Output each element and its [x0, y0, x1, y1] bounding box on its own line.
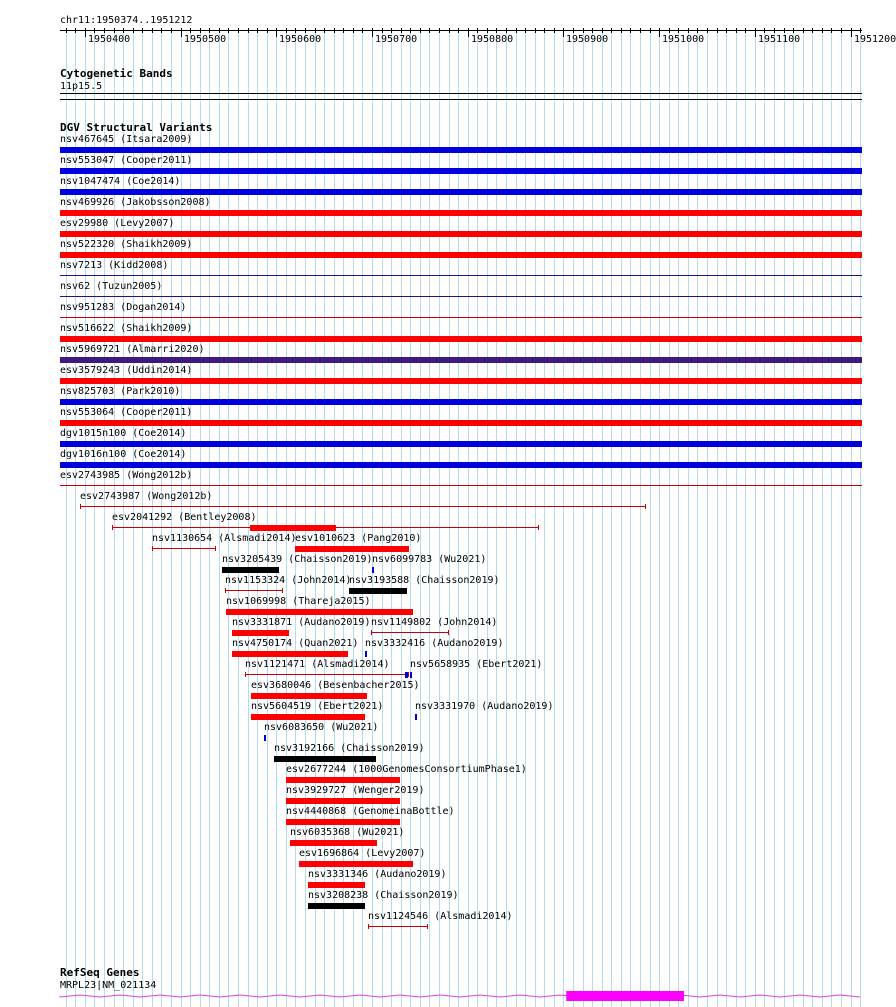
ruler-minor-tick: [774, 28, 775, 33]
grid-line: [717, 30, 718, 1007]
ruler-minor-tick: [123, 28, 124, 33]
ruler-tick-label: 1951100: [758, 34, 801, 45]
ruler-tick-label: 1950500: [184, 34, 227, 45]
sv-label[interactable]: esv2041292 (Bentley2008): [112, 512, 257, 523]
grid-line: [429, 30, 430, 1007]
ruler-minor-tick: [142, 28, 143, 33]
ruler-minor-tick: [621, 28, 622, 33]
grid-line: [745, 30, 746, 1007]
grid-line: [659, 30, 660, 1007]
grid-line: [525, 30, 526, 1007]
sv-label[interactable]: nsv3331871 (Audano2019): [232, 617, 371, 628]
ruler-major-tick: [851, 28, 852, 37]
sv-label[interactable]: nsv3208238 (Chaisson2019): [308, 890, 459, 901]
ruler-minor-tick: [114, 28, 115, 33]
sv-label[interactable]: nsv469926 (Jakobsson2008): [60, 197, 211, 208]
sv-feature[interactable]: [60, 357, 862, 363]
grid-line: [611, 30, 612, 1007]
ruler-minor-tick: [458, 28, 459, 33]
sv-label[interactable]: esv3680046 (Besenbacher2015): [251, 680, 420, 691]
sv-endpoint: [427, 924, 428, 929]
grid-line: [822, 30, 823, 1007]
ruler-minor-tick: [669, 28, 670, 33]
sv-label[interactable]: dgv1016n100 (Coe2014): [60, 449, 187, 460]
sv-feature[interactable]: [371, 632, 448, 633]
ruler-minor-tick: [717, 28, 718, 33]
grid-line: [496, 30, 497, 1007]
sv-feature[interactable]: [415, 714, 417, 720]
ruler-minor-tick: [707, 28, 708, 33]
grid-line: [573, 30, 574, 1007]
cytoband-border-bottom: [60, 99, 862, 100]
sv-label[interactable]: nsv3332416 (Audano2019): [365, 638, 504, 649]
sv-endpoint: [371, 630, 372, 635]
sv-feature[interactable]: [60, 189, 862, 195]
ruler-minor-tick: [831, 28, 832, 33]
grid-line: [449, 30, 450, 1007]
ruler-minor-tick: [611, 28, 612, 33]
sv-endpoint: [408, 672, 409, 677]
sv-endpoint: [152, 546, 153, 551]
sv-label[interactable]: nsv5604519 (Ebert2021): [251, 701, 384, 712]
sv-feature[interactable]: [60, 378, 862, 384]
grid-line: [650, 30, 651, 1007]
grid-line: [544, 30, 545, 1007]
grid-line: [563, 30, 564, 1007]
sv-feature[interactable]: [368, 926, 427, 927]
sv-feature[interactable]: [349, 588, 407, 594]
grid-line: [286, 30, 287, 1007]
ruler-minor-tick: [228, 28, 229, 33]
ruler-minor-tick: [678, 28, 679, 33]
ruler-tick-label: 1950700: [375, 34, 418, 45]
grid-line: [439, 30, 440, 1007]
ruler-minor-tick: [429, 28, 430, 33]
ruler-minor-tick: [190, 28, 191, 33]
sv-label[interactable]: nsv1047474 (Coe2014): [60, 176, 181, 187]
ruler-minor-tick: [822, 28, 823, 33]
grid-line: [487, 30, 488, 1007]
ruler-major-tick: [563, 28, 564, 37]
sv-label[interactable]: nsv825703 (Park2010): [60, 386, 181, 397]
ruler-tick-label: 1951000: [662, 34, 705, 45]
sv-feature[interactable]: [60, 441, 862, 447]
gene-intron-line[interactable]: [60, 995, 860, 997]
ruler-major-tick: [181, 28, 182, 37]
sv-feature[interactable]: [286, 777, 400, 783]
sv-label[interactable]: nsv6099783 (Wu2021): [372, 554, 487, 565]
grid-line: [535, 30, 536, 1007]
ruler-major-tick: [276, 28, 277, 37]
sv-label[interactable]: nsv3929727 (Wenger2019): [286, 785, 425, 796]
sv-feature[interactable]: [295, 546, 409, 552]
ruler-major-tick: [85, 28, 86, 37]
ruler-minor-tick: [487, 28, 488, 33]
ruler-major-tick: [755, 28, 756, 37]
sv-feature[interactable]: [60, 485, 862, 486]
sv-label[interactable]: nsv4440868 (GenomeinaBottle): [286, 806, 455, 817]
sv-feature[interactable]: [60, 275, 862, 276]
sv-feature[interactable]: [251, 693, 367, 699]
sv-label[interactable]: esv1696864 (Levy2007): [299, 848, 426, 859]
grid-line: [621, 30, 622, 1007]
ruler-minor-tick: [544, 28, 545, 33]
sv-endpoint: [538, 525, 539, 530]
ruler-minor-tick: [209, 28, 210, 33]
sv-feature[interactable]: [152, 548, 215, 549]
grid-line: [477, 30, 478, 1007]
sv-label[interactable]: nsv4750174 (Quan2021): [232, 638, 359, 649]
cytoband-track-title: Cytogenetic Bands: [60, 67, 173, 80]
sv-feature[interactable]: [308, 882, 365, 888]
ruler-major-tick: [659, 28, 660, 37]
gene-exon[interactable]: [566, 991, 684, 1001]
grid-line: [267, 30, 268, 1007]
sv-feature[interactable]: [60, 231, 862, 237]
sv-endpoint: [282, 588, 283, 593]
sv-label[interactable]: nsv1153324 (John2014): [225, 575, 352, 586]
ruler-tick-label: 1950800: [471, 34, 514, 45]
ruler-minor-tick: [257, 28, 258, 33]
grid-line: [669, 30, 670, 1007]
grid-line: [583, 30, 584, 1007]
grid-line: [803, 30, 804, 1007]
sv-label[interactable]: esv2743987 (Wong2012b): [80, 491, 213, 502]
sv-label[interactable]: dgv1015n100 (Coe2014): [60, 428, 187, 439]
grid-line: [784, 30, 785, 1007]
sv-feature[interactable]: [232, 651, 348, 657]
ruler-minor-tick: [630, 28, 631, 33]
sv-label[interactable]: nsv1130654 (Alsmadi2014): [152, 533, 297, 544]
ruler-minor-tick: [496, 28, 497, 33]
ruler-minor-tick: [362, 28, 363, 33]
sv-block[interactable]: [405, 672, 408, 678]
ruler-minor-tick: [745, 28, 746, 33]
sv-feature[interactable]: [60, 399, 862, 405]
sv-label[interactable]: nsv3192166 (Chaisson2019): [274, 743, 425, 754]
sv-feature[interactable]: [80, 506, 645, 507]
ruler-tick-label: 1950400: [88, 34, 131, 45]
sv-feature[interactable]: [60, 317, 862, 318]
grid-line: [755, 30, 756, 1007]
ruler-minor-tick: [334, 28, 335, 33]
sv-label[interactable]: nsv522320 (Shaikh2009): [60, 239, 193, 250]
grid-line: [630, 30, 631, 1007]
sv-feature[interactable]: [60, 296, 862, 297]
grid-line: [420, 30, 421, 1007]
grid-line: [592, 30, 593, 1007]
sv-label[interactable]: nsv5658935 (Ebert2021): [410, 659, 543, 670]
ruler-minor-tick: [382, 28, 383, 33]
ruler-minor-tick: [573, 28, 574, 33]
sv-feature[interactable]: [264, 735, 266, 741]
ruler-minor-tick: [353, 28, 354, 33]
sv-label[interactable]: esv2677244 (1000GenomesConsortiumPhase1): [286, 764, 527, 775]
cytoband-border-top: [60, 93, 862, 94]
refseq-gene-label: MRPL23|NM_021134: [60, 980, 157, 991]
sv-label[interactable]: nsv516622 (Shaikh2009): [60, 323, 193, 334]
ruler-minor-tick: [640, 28, 641, 33]
sv-feature[interactable]: [286, 819, 400, 825]
sv-label[interactable]: nsv553047 (Cooper2011): [60, 155, 193, 166]
grid-line: [793, 30, 794, 1007]
ruler-minor-tick: [152, 28, 153, 33]
ruler-minor-tick: [238, 28, 239, 33]
sv-label[interactable]: nsv6083650 (Wu2021): [264, 722, 379, 733]
ruler-minor-tick: [75, 28, 76, 33]
sv-label[interactable]: nsv5969721 (Almarri2020): [60, 344, 205, 355]
ruler-minor-tick: [516, 28, 517, 33]
sv-endpoint: [645, 504, 646, 509]
grid-line: [736, 30, 737, 1007]
sv-label[interactable]: nsv1121471 (Alsmadi2014): [245, 659, 390, 670]
sv-endpoint: [80, 504, 81, 509]
ruler-minor-tick: [94, 28, 95, 33]
ruler-minor-tick: [248, 28, 249, 33]
grid-line: [678, 30, 679, 1007]
ruler-minor-tick: [726, 28, 727, 33]
ruler-minor-tick: [525, 28, 526, 33]
ruler-minor-tick: [66, 28, 67, 33]
ruler-minor-tick: [219, 28, 220, 33]
refseq-gene-model[interactable]: [0, 988, 890, 1004]
sv-feature[interactable]: [60, 147, 862, 153]
ruler-minor-tick: [267, 28, 268, 33]
ruler-minor-tick: [650, 28, 651, 33]
ruler-tick-label: 1951200: [854, 34, 896, 45]
sv-endpoint: [225, 588, 226, 593]
sv-feature[interactable]: [226, 609, 413, 615]
ruler-minor-tick: [860, 28, 861, 33]
grid-line: [764, 30, 765, 1007]
sv-endpoint: [112, 525, 113, 530]
sv-feature[interactable]: [251, 714, 365, 720]
ruler-minor-tick: [583, 28, 584, 33]
ruler-minor-tick: [841, 28, 842, 33]
grid-line: [506, 30, 507, 1007]
sv-feature[interactable]: [60, 210, 862, 216]
ruler-minor-tick: [286, 28, 287, 33]
sv-feature[interactable]: [60, 168, 862, 174]
ruler-minor-tick: [161, 28, 162, 33]
grid-line: [774, 30, 775, 1007]
grid-line: [257, 30, 258, 1007]
sv-endpoint: [448, 630, 449, 635]
sv-endpoint: [215, 546, 216, 551]
ruler-minor-tick: [793, 28, 794, 33]
grid-line: [640, 30, 641, 1007]
grid-line: [554, 30, 555, 1007]
ruler-minor-tick: [688, 28, 689, 33]
grid-line: [516, 30, 517, 1007]
ruler-minor-tick: [171, 28, 172, 33]
sv-feature[interactable]: [299, 861, 413, 867]
grid-line: [276, 30, 277, 1007]
sv-feature[interactable]: [372, 567, 374, 573]
ruler-major-tick: [468, 28, 469, 37]
sv-feature[interactable]: [365, 651, 367, 657]
ruler-minor-tick: [477, 28, 478, 33]
grid-line: [841, 30, 842, 1007]
ruler-tick-label: 1950600: [279, 34, 322, 45]
sv-feature[interactable]: [60, 252, 862, 258]
ruler-minor-tick: [315, 28, 316, 33]
ruler-minor-tick: [439, 28, 440, 33]
sv-label[interactable]: esv2743985 (Wong2012b): [60, 470, 193, 481]
sv-feature[interactable]: [222, 567, 279, 573]
grid-line: [468, 30, 469, 1007]
ruler-minor-tick: [506, 28, 507, 33]
ruler-minor-tick: [401, 28, 402, 33]
ruler-minor-tick: [554, 28, 555, 33]
sv-feature[interactable]: [60, 336, 862, 342]
ruler-minor-tick: [305, 28, 306, 33]
ruler-minor-tick: [324, 28, 325, 33]
ruler-minor-tick: [200, 28, 201, 33]
grid-line: [707, 30, 708, 1007]
sv-label[interactable]: esv29980 (Levy2007): [60, 218, 175, 229]
sv-feature[interactable]: [245, 674, 408, 675]
grid-line: [295, 30, 296, 1007]
sv-label[interactable]: esv3579243 (Uddin2014): [60, 365, 193, 376]
sv-feature[interactable]: [60, 462, 862, 468]
sv-label[interactable]: nsv6035368 (Wu2021): [290, 827, 405, 838]
sv-label[interactable]: nsv3193588 (Chaisson2019): [349, 575, 500, 586]
sv-label[interactable]: nsv553064 (Cooper2011): [60, 407, 193, 418]
ruler-minor-tick: [104, 28, 105, 33]
sv-feature[interactable]: [290, 840, 377, 846]
sv-label[interactable]: nsv62 (Tuzun2005): [60, 281, 163, 292]
ruler-minor-tick: [535, 28, 536, 33]
ruler-minor-tick: [812, 28, 813, 33]
ruler-minor-tick: [133, 28, 134, 33]
sv-feature[interactable]: [286, 798, 400, 804]
dgv-track-title: DGV Structural Variants: [60, 121, 213, 134]
sv-label[interactable]: nsv3205439 (Chaisson2019): [222, 554, 373, 565]
ruler-position: chr11:1950374..1951212: [60, 15, 193, 26]
sv-feature[interactable]: [308, 903, 365, 909]
ruler-minor-tick: [391, 28, 392, 33]
ruler-minor-tick: [803, 28, 804, 33]
sv-feature[interactable]: [232, 630, 289, 636]
sv-label[interactable]: nsv3331970 (Audano2019): [415, 701, 554, 712]
grid-line: [688, 30, 689, 1007]
sv-label[interactable]: nsv951283 (Dogan2014): [60, 302, 187, 313]
sv-label[interactable]: nsv467645 (Itsara2009): [60, 134, 193, 145]
ruler-minor-tick: [602, 28, 603, 33]
sv-endpoint: [245, 672, 246, 677]
sv-feature[interactable]: [274, 756, 376, 762]
ruler-major-tick: [372, 28, 373, 37]
ruler-minor-tick: [764, 28, 765, 33]
ruler-minor-tick: [449, 28, 450, 33]
cytoband-label: 11p15.5: [60, 81, 103, 92]
sv-label[interactable]: nsv1149802 (John2014): [371, 617, 498, 628]
ruler-tick-label: 1950900: [566, 34, 609, 45]
sv-label[interactable]: esv1010623 (Pang2010): [295, 533, 422, 544]
sv-feature[interactable]: [225, 590, 282, 591]
ruler-minor-tick: [410, 28, 411, 33]
ruler-minor-tick: [784, 28, 785, 33]
grid-line: [851, 30, 852, 1007]
grid-line: [860, 30, 861, 1007]
grid-line: [458, 30, 459, 1007]
grid-line: [726, 30, 727, 1007]
sv-label[interactable]: nsv1069998 (Thareja2015): [226, 596, 371, 607]
grid-line: [602, 30, 603, 1007]
ruler-minor-tick: [697, 28, 698, 33]
ruler-minor-tick: [343, 28, 344, 33]
grid-line: [831, 30, 832, 1007]
refseq-track-title: RefSeq Genes: [60, 966, 140, 979]
ruler-minor-tick: [736, 28, 737, 33]
sv-label[interactable]: nsv3331346 (Audano2019): [308, 869, 447, 880]
sv-feature[interactable]: [410, 672, 412, 678]
sv-endpoint: [368, 924, 369, 929]
sv-label[interactable]: nsv1124546 (Alsmadi2014): [368, 911, 513, 922]
sv-block[interactable]: [250, 525, 336, 531]
grid-line: [697, 30, 698, 1007]
grid-line: [812, 30, 813, 1007]
ruler-minor-tick: [592, 28, 593, 33]
ruler-minor-tick: [420, 28, 421, 33]
ruler-minor-tick: [295, 28, 296, 33]
sv-label[interactable]: nsv7213 (Kidd2008): [60, 260, 169, 271]
sv-feature[interactable]: [60, 420, 862, 426]
